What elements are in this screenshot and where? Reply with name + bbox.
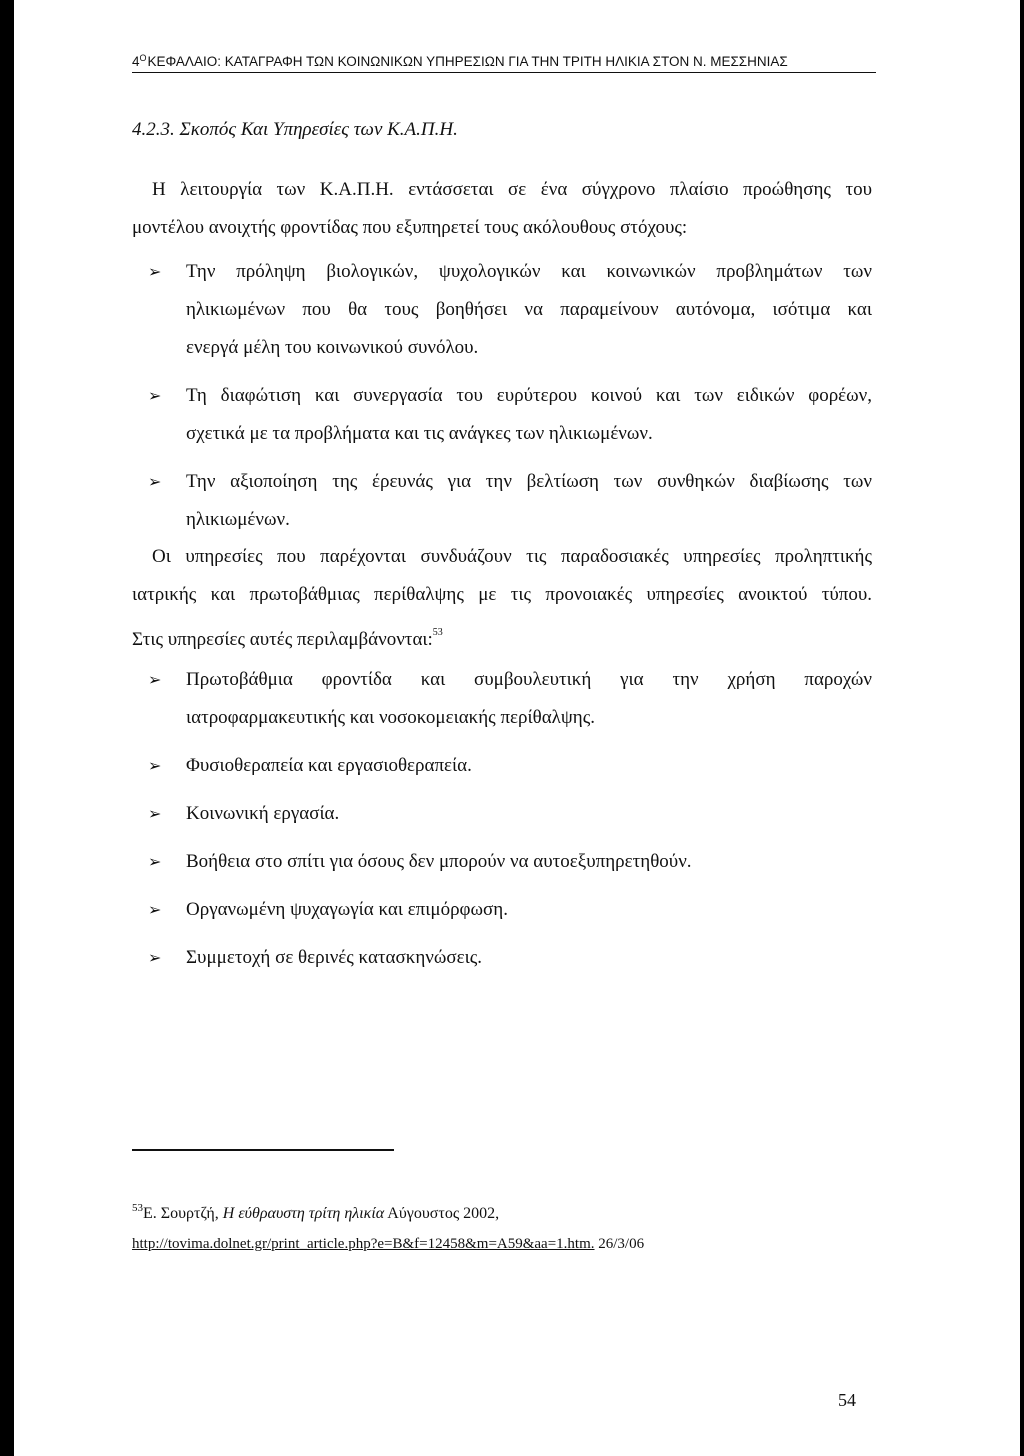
section-title: 4.2.3. Σκοπός Και Υπηρεσίες των Κ.Α.Π.Η. [132,119,458,140]
arrow-bullet-icon: ➢ [148,948,162,967]
footnote-number: 53 [132,1202,143,1214]
arrow-bullet-icon: ➢ [148,262,162,281]
arrow-bullet-icon: ➢ [148,756,162,775]
footnote-divider [132,1149,394,1151]
service-item: ➢ Βοήθεια στο σπίτι για όσους δεν μπορούν να αυτοεξυπηρετηθούν. [148,843,872,881]
service-item: ➢ Κοινωνική εργασία. [148,795,872,833]
footnote-url-line [132,1234,644,1254]
goal-item: ➢ Τη διαφώτιση και συνεργασία του ευρύτερου κοινού και των ειδικών φορέων, σχετικά με τα προβλήματα και τις ανάγκες των ηλικιωμένων. [148,377,872,453]
service-item: ➢ Πρωτοβάθμια φροντίδα και συμβουλευτική για την χρήση παροχών ιατροφαρμακευτικής και νοσοκομειακής περίθαλψης. [148,661,872,737]
arrow-bullet-icon: ➢ [148,852,162,871]
document-page [14,0,1020,1456]
goal-item: ➢ Την πρόληψη βιολογικών, ψυχολογικών και κοινωνικών προβλημάτων των ηλικιωμένων που θα τους βοηθήσει να παραμείνουν αυτόνομα, ισότιμα και ενεργά μέλη του κοινωνικού συνόλου. [148,253,872,367]
running-header [132,50,876,73]
arrow-bullet-icon: ➢ [148,804,162,823]
chapter-ordinal: Ο [139,53,147,63]
footnote-ref: 53 [432,627,443,638]
goal-item: ➢ Την αξιοποίηση της έρευνάς για την βελτίωση των συνθηκών διαβίωσης των ηλικιωμένων. [148,463,872,539]
service-item: ➢ Οργανωμένη ψυχαγωγία και επιμόρφωση. [148,891,872,929]
intro-paragraph [132,171,872,247]
intro-line-1: Η λειτουργία των Κ.Α.Π.Η. εντάσσεται σε ένα σύγχρονο πλαίσιο προώθησης του [152,179,872,200]
service-item: ➢ Συμμετοχή σε θερινές κατασκηνώσεις. [148,939,872,977]
services-paragraph: Οι υπηρεσίες που παρέχονται συνδυάζουν τις παραδοσιακές υπηρεσίες προληπτικής ιατρικής και πρωτοβάθμιας περίθαλψης με τις προνοιακές υπηρεσίες ανοικτού τύπου. Στις υπηρεσίες αυτές περιλαμβάνονται:$^{53}$ [132,546,872,650]
footnote-work-title: Η εύθραυστη τρίτη ηλικία [222,1205,385,1222]
arrow-bullet-icon: ➢ [148,472,162,491]
goals-list [148,253,872,539]
intro-line-2: μοντέλου ανοιχτής φροντίδας που εξυπηρετεί τους ακόλουθους στόχους: [132,217,688,238]
services-list [148,661,872,977]
footnote: $^{53}$Ε. Σουρτζή, Η εύθραυστη τρίτη ηλικία Αύγουστος 2002, [132,1202,500,1222]
header-title: ΚΕΦΑΛΑΙΟ: ΚΑΤΑΓΡΑΦΗ ΤΩΝ ΚΟΙΝΩΝΙΚΩΝ ΥΠΗΡΕΣΙΩΝ ΓΙΑ ΤΗΝ ΤΡΙΤΗ ΗΛΙΚΙΑ ΣΤΟΝ Ν. ΜΕΣΣΗΝΙΑΣ [147,54,788,69]
arrow-bullet-icon: ➢ [148,900,162,919]
arrow-bullet-icon: ➢ [148,386,162,405]
page-number: 54 [838,1390,856,1410]
service-item: ➢ Φυσιοθεραπεία και εργασιοθεραπεία. [148,747,872,785]
footnote-date: 26/3/06 [594,1236,645,1252]
arrow-bullet-icon: ➢ [148,670,162,689]
footnote-link[interactable]: http://tovima.dolnet.gr/print_article.php?e=B&f=12458&m=A59&aa=1.htm. [132,1236,595,1252]
chapter-number: 4 [132,54,140,69]
